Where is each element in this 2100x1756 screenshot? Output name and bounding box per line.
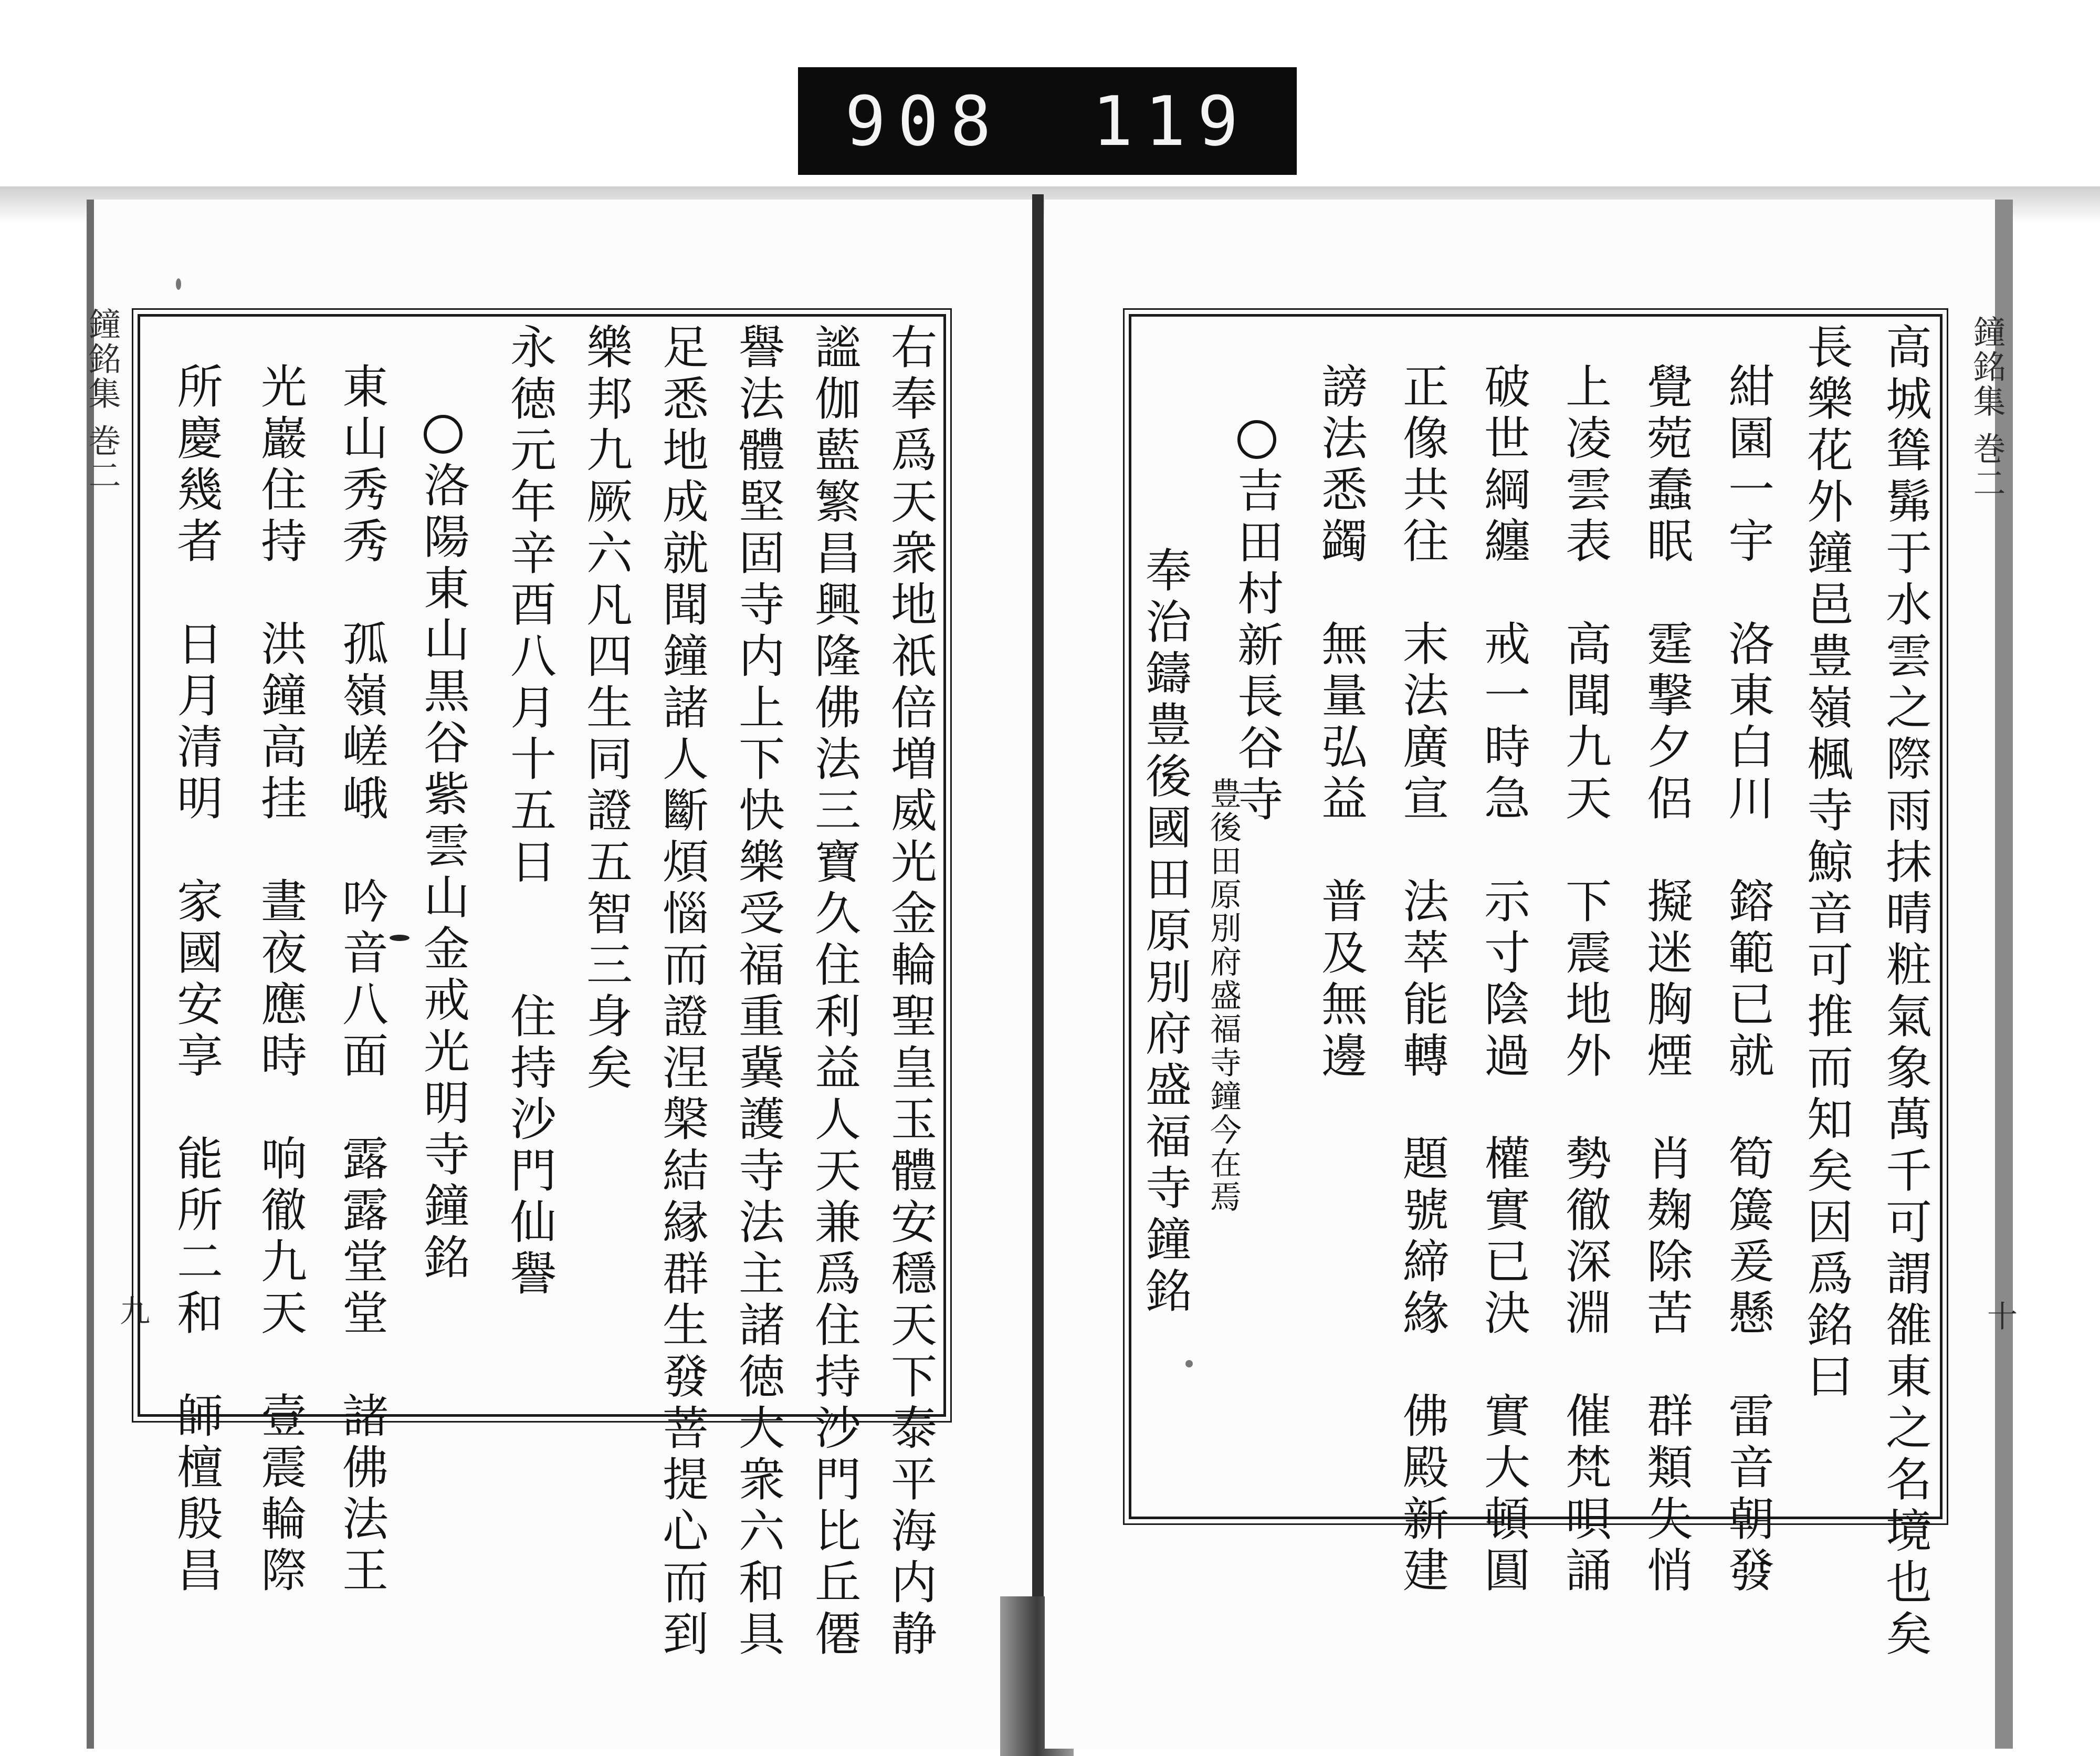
left-col-8: 東山秀秀 孤嶺嵯峨 吟音八面 露露堂堂 諸佛法王: [335, 362, 389, 1597]
left-col-9: 光巖住持 洪鐘高挂 晝夜應時 响徹九天 壹震輪際: [254, 362, 308, 1597]
left-col-7: [416, 415, 470, 1284]
right-col-6: 破世綱纏 戒一時急 示寸陰過 權實已決 實大頓圓: [1477, 362, 1531, 1597]
left-page-folio: 九: [120, 1293, 151, 1329]
left-col-2: 謐伽藍繁昌興隆佛法三寶久住利益人天兼爲住持沙門比丘僊: [807, 323, 862, 1661]
section-marker-circle: [1237, 420, 1276, 459]
left-col-1: 右奉爲天衆地祇倍増威光金輪聖皇玉體安穩天下泰平海内静: [884, 323, 938, 1661]
scan-speck: [176, 278, 181, 290]
book-gutter: [1032, 194, 1044, 1749]
right-col-4: 覺菀蠢眠 霆撃夕侶 擬迷胸煙 肖麹除苦 群類失悄: [1640, 362, 1694, 1597]
right-col-2: 長樂花外鐘邑豊嶺楓寺鯨音可推而知矣因爲銘曰: [1800, 323, 1854, 1404]
left-page-side-title: 鐘銘集 巻二: [83, 307, 121, 493]
right-col-10: 奉治鑄豊後國田原別府盛福寺鐘銘: [1138, 546, 1192, 1318]
left-col-6: 永徳元年辛酉八月十五日 住持沙門仙譽: [503, 323, 557, 1301]
call-number-label: [798, 67, 1297, 175]
right-col-3: 紺園一宇 洛東白川 鎔範已就 筍簴爰懸 雷音朝發: [1721, 362, 1775, 1597]
right-note: 豊後田原別府盛福寺鐘今在焉: [1205, 777, 1242, 1214]
left-col-7-text: 洛陽東山黒谷紫雲山金戒光明寺鐘銘: [416, 461, 470, 1284]
right-page-side-title: 鐘銘集 巻二: [1968, 315, 2006, 501]
right-page-folio: 十: [1987, 1299, 2018, 1334]
left-col-3: 譽法體堅固寺内上下快樂受福重冀護寺法主諸徳大衆六和具: [731, 323, 785, 1661]
right-col-9-text: 吉田村新長谷寺: [1230, 466, 1284, 827]
right-col-5: 上凌雲表 高聞九天 下震地外 勢徹深淵 催梵唄誦: [1558, 362, 1612, 1597]
call-number-right: 119: [1092, 81, 1250, 161]
right-col-8: 謗法悉蠲 無量弘益 普及無邊: [1314, 362, 1368, 1083]
section-marker-circle: [424, 415, 463, 454]
left-col-10: 所慶幾者 日月清明 家國安享 能所二和 師檀殷昌: [170, 362, 224, 1597]
left-col-5: 樂邦九厥六凡四生同證五智三身矣: [579, 323, 633, 1095]
right-col-9: [1230, 420, 1284, 827]
right-col-1: 高城聳髴于水雲之際雨抹晴粧氣象萬千可謂雒東之名境也矣: [1878, 323, 1933, 1661]
scan-speck: [390, 935, 410, 941]
left-col-4: 足悉地成就聞鐘諸人斷煩惱而證涅槃結縁群生發菩提心而到: [655, 323, 709, 1661]
right-col-7: 正像共往 末法廣宣 法萃能轉 題號締緣 佛殿新建: [1395, 362, 1450, 1597]
scan-speck: [1185, 1360, 1193, 1367]
call-number-left: 908: [845, 81, 1003, 161]
